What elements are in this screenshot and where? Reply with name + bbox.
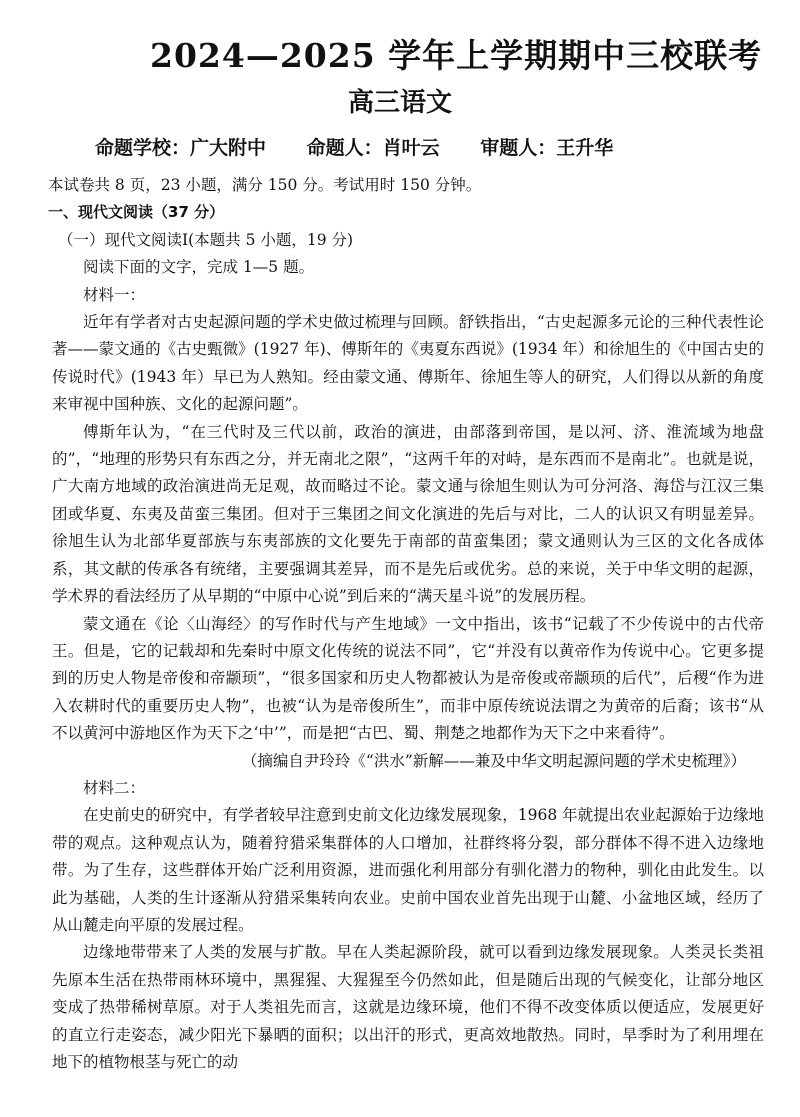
instruction-text: 阅读下面的文字，完成 1—5 题。 [83, 258, 315, 277]
exam-meta [95, 133, 775, 160]
material-two-paragraph-1: 在史前史的研究中，有学者较早注意到史前文化边缘发展现象，1968 年就提出农业起源始于边缘地带的观点。这种观点认为，随着狩猎采集群体的人口增加，社群终将分裂，部分群体不得不进入边缘地带。为了生存，这些群体开始广泛利用资源，进而强化利用部分有驯化潜力的物种，驯化由此发生。以此为基础，人类的生计逐渐从狩猎采集转向农业。史前中国农业首先出现于山麓、小盆地区域，经历了从山麓走向平原的发展过程。 [52, 806, 764, 934]
author-label: 命题人：肖叶云 [306, 137, 440, 159]
material-one-paragraph-2: 傅斯年认为，“在三代时及三代以前，政治的演进，由部落到帝国，是以河、济、淮流域为地盘的”，“地理的形势只有东西之分，并无南北之限”，“这两千年的对峙，是东西而不是南北”。也就是说，广大南方地域的政治演进尚无足观，故而略过不论。蒙文通与徐旭生则认为可分河洛、海岱与江汉三集团或华夏、东夷及苗蛮三集团。但对于三集团之间文化演进的先后与对比，二人的认识又有明显差异。徐旭生认为北部华夏部族与东夷部族的文化要先于南部的苗蛮集团；蒙文通则认为三区的文化各成体系，其文献的传承各有统绪，主要强调其差异，而不是先后或优劣。总的来说，关于中华文明的起源，学术界的看法经历了从早期的“中原中心说”到后来的“满天星斗说”的发展历程。 [52, 422, 764, 606]
intro-text: 本试卷共 8 页，23 小题，满分 150 分。考试用时 150 分钟。 [48, 176, 482, 194]
material-one-paragraph-3: 蒙文通在《论〈山海经〉的写作时代与产生地域》一文中指出，该书“记载了不少传说中的古代帝王。但是，它的记载却和先秦时中原文化传统的说法不同”，它“并没有以黄帝作为传说中心。它更多提到的历史人物是帝俊和帝颛顼”，“很多国家和历史人物都被认为是帝俊或帝颛顼的后代”，后稷“作为进入农耕时代的重要历史人物”，也被“认为是帝俊所生”，而非中原传统说法谓之为黄帝的后裔；该书“从不以黄河中游地区作为天下之‘中’”，而是把“古巴、蜀、荆楚之地都作为天下之中来看待”。 [52, 614, 764, 743]
material-one-source: （摘编自尹玲玲《“洪水”新解——兼及中华文明起源问题的学术史梳理》） [241, 751, 746, 770]
exam-content [48, 172, 764, 1076]
section-heading: 一、现代文阅读（37 分） [48, 203, 225, 222]
material-two-paragraph-2: 边缘地带带来了人类的发展与扩散。早在人类起源阶段，就可以看到边缘发展现象。人类灵长类祖先原本生活在热带雨林环境中，黑猩猩、大猩猩至今仍然如此，但是随后出现的气候变化，让部分地区变成了热带稀树草原。对于人类祖先而言，这就是边缘环境，他们不得不改变体质以便适应，发展更好的直立行走姿态，减少阳光下暴晒的面积；以出汗的形式，更高效地散热。同时，旱季时为了利用埋在地下的植物根茎与死亡的动 [52, 943, 764, 1071]
material-one-paragraph-1: 近年有学者对古史起源问题的学术史做过梳理与回顾。舒铁指出，“古史起源多元论的三种代表性论著——蒙文通的《古史甄微》(1927 年)、傅斯年的《夷夏东西说》(1934 年）和徐旭生的《中国古史的传说时代》(1943 年）早已为人熟知。经由蒙文通、傅斯年、徐旭生等人的研究，人们得以从新的角度来审视中国种族、文化的起源问题”。 [52, 313, 764, 414]
exam-subtitle: 高三语文 [347, 88, 452, 118]
reviewer-label: 审题人：王升华 [480, 137, 614, 159]
subsection-heading: （一）现代文阅读Ⅰ(本题共 5 小题，19 分) [58, 230, 354, 249]
exam-title: 2024—2025 学年上学期期中三校联考 [150, 36, 763, 75]
school-label: 命题学校：广大附中 [95, 137, 267, 159]
material-one-label: 材料一： [83, 285, 146, 304]
material-two-label: 材料二： [83, 778, 146, 797]
